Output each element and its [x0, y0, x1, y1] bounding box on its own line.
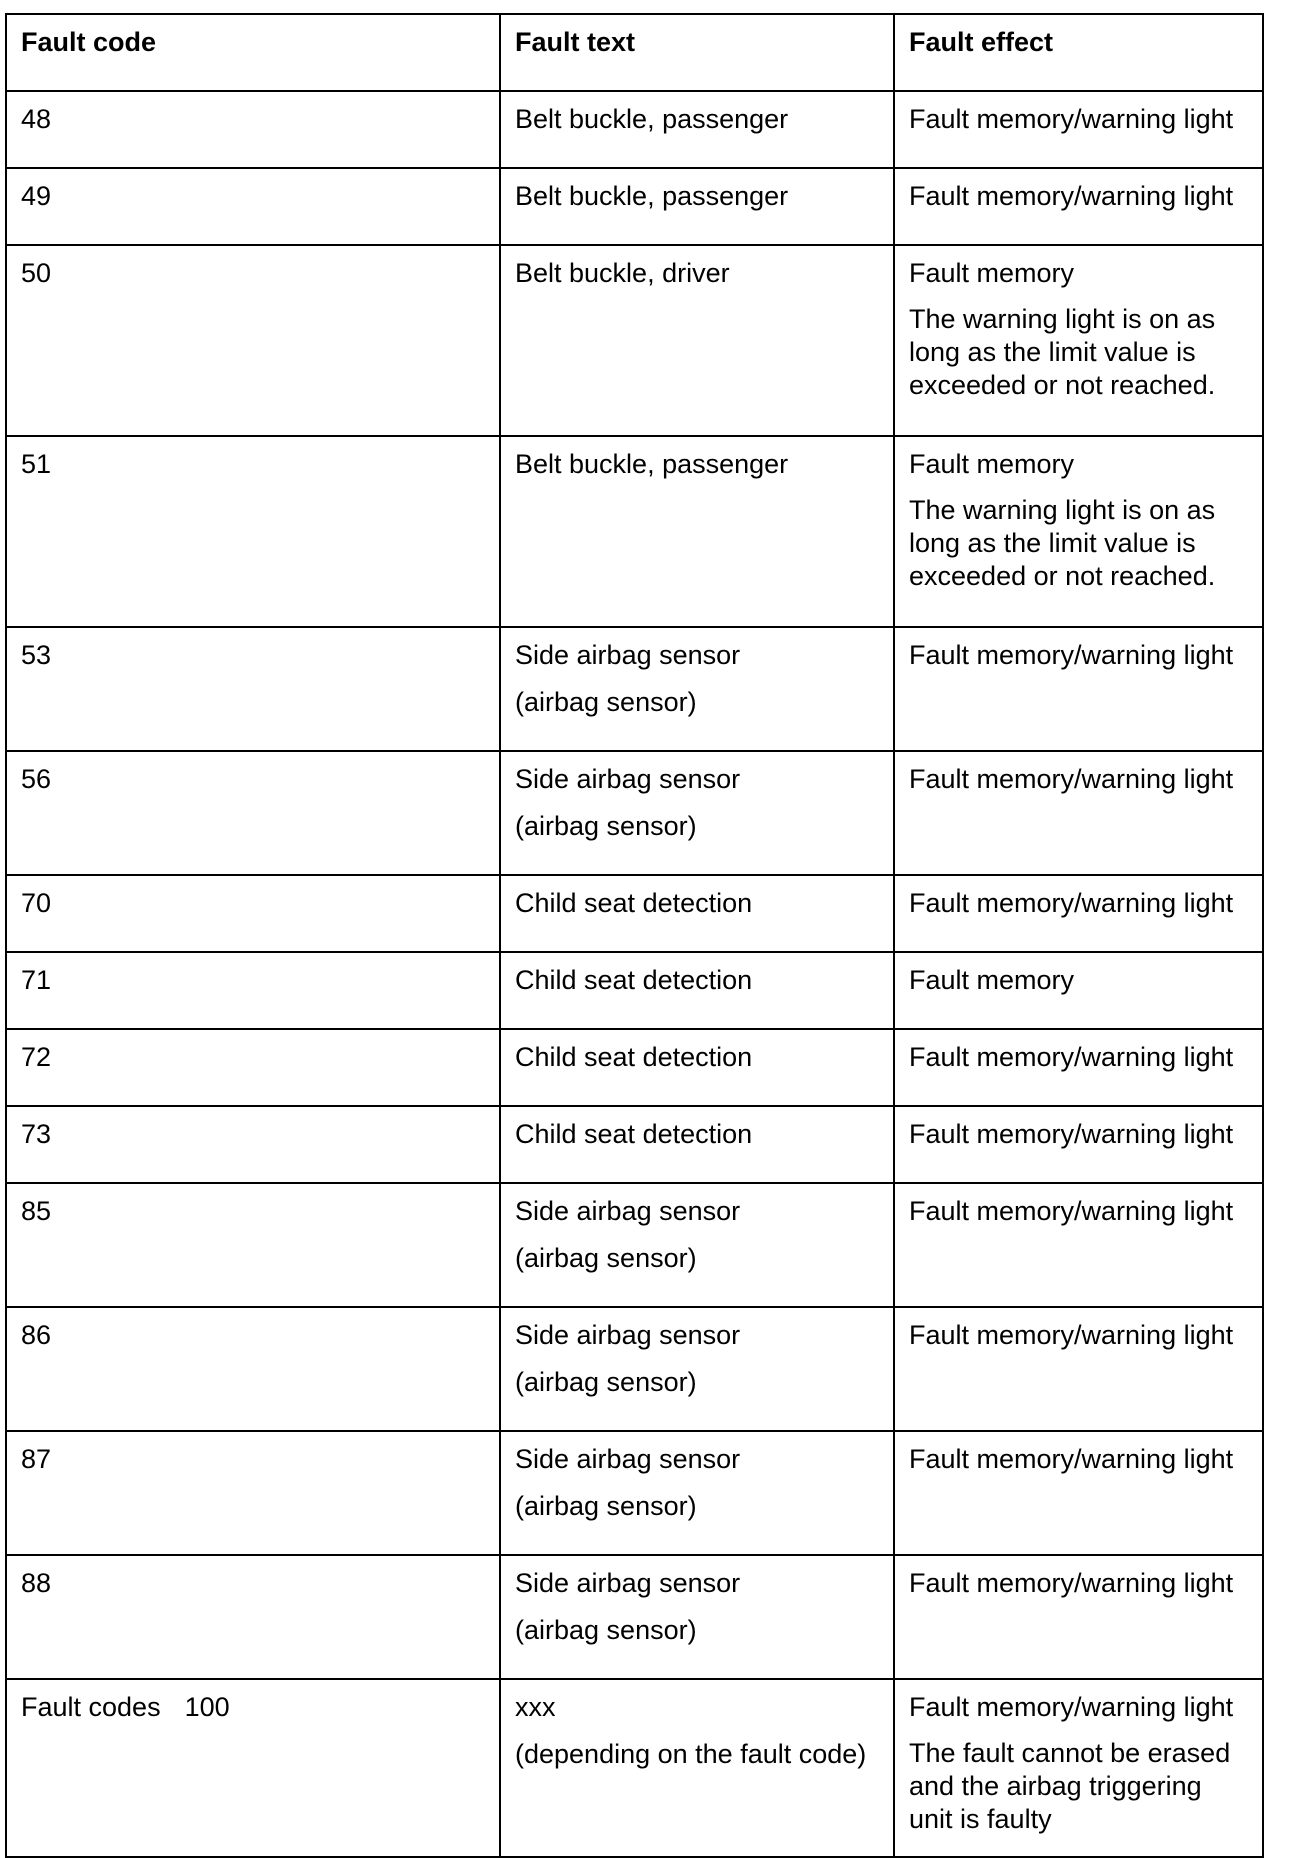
header-fault-effect: Fault effect: [894, 14, 1263, 91]
fault-effect-cell: [894, 875, 1263, 952]
table-row: [6, 1679, 1263, 1857]
fault-code-cell: 48: [6, 91, 500, 168]
fault-effect-note: The fault cannot be erased and the airbag triggering unit is faulty: [909, 1738, 1231, 1834]
fault-effect-cell: [894, 168, 1263, 245]
fault-effect-cell: [894, 1106, 1263, 1183]
fault-text-cell: [500, 1106, 894, 1183]
fault-code-cell: [6, 1679, 500, 1857]
fault-effect-cell: [894, 1431, 1263, 1555]
fault-text-line: Side airbag sensor: [515, 1568, 741, 1598]
fault-text-line: Child seat detection: [515, 965, 753, 995]
fault-effect-cell: [894, 627, 1263, 751]
fault-text-cell: [500, 1183, 894, 1307]
fault-effect: Fault memory/warning light: [909, 1692, 1234, 1722]
table-row: [6, 436, 1263, 627]
table-header: [6, 14, 1263, 91]
fault-effect-note: The warning light is on as long as the limit value is exceeded or not reached.: [909, 495, 1216, 591]
table-row: [6, 627, 1263, 751]
fault-text-line: Side airbag sensor: [515, 1444, 741, 1474]
table-row: [6, 751, 1263, 875]
fault-text-line: (airbag sensor): [515, 1491, 697, 1521]
fault-text-cell: [500, 875, 894, 952]
fault-effect: Fault memory/warning light: [909, 1320, 1234, 1350]
header-fault-text: Fault text: [500, 14, 894, 91]
fault-code-cell: 85: [6, 1183, 500, 1307]
fault-text-cell: [500, 1029, 894, 1106]
fault-text-line: Child seat detection: [515, 1119, 753, 1149]
fault-text-line: Child seat detection: [515, 888, 753, 918]
fault-text-line: Child seat detection: [515, 1042, 753, 1072]
fault-text-line: Belt buckle, passenger: [515, 181, 789, 211]
table-row: [6, 91, 1263, 168]
table-row: [6, 875, 1263, 952]
fault-effect: Fault memory/warning light: [909, 764, 1234, 794]
fault-text-line: (airbag sensor): [515, 1243, 697, 1273]
fault-text-cell: [500, 168, 894, 245]
fault-text-cell: [500, 1307, 894, 1431]
fault-code-cell: 56: [6, 751, 500, 875]
fault-code-table: [5, 13, 1264, 1858]
fault-text-cell: [500, 952, 894, 1029]
table-row: [6, 245, 1263, 436]
fault-code-cell: 72: [6, 1029, 500, 1106]
fault-effect: Fault memory/warning light: [909, 888, 1234, 918]
fault-text-cell: [500, 1679, 894, 1857]
fault-effect-cell: [894, 1679, 1263, 1857]
fault-effect: Fault memory: [909, 965, 1075, 995]
fault-text-cell: [500, 1431, 894, 1555]
fault-text-cell: [500, 436, 894, 627]
fault-text-line: Side airbag sensor: [515, 1320, 741, 1350]
fault-text-line: (airbag sensor): [515, 1615, 697, 1645]
fault-text-line: Side airbag sensor: [515, 764, 741, 794]
fault-text-cell: [500, 1555, 894, 1679]
fault-effect: Fault memory/warning light: [909, 1568, 1234, 1598]
fault-effect-cell: [894, 436, 1263, 627]
fault-code-cell: 70: [6, 875, 500, 952]
fault-effect-cell: [894, 1307, 1263, 1431]
fault-effect: Fault memory/warning light: [909, 104, 1234, 134]
fault-effect-cell: [894, 751, 1263, 875]
fault-code-cell: 50: [6, 245, 500, 436]
fault-effect: Fault memory/warning light: [909, 181, 1234, 211]
fault-text-line: Belt buckle, passenger: [515, 104, 789, 134]
fault-code-cell: 88: [6, 1555, 500, 1679]
fault-effect: Fault memory/warning light: [909, 1119, 1234, 1149]
fault-code-cell: 87: [6, 1431, 500, 1555]
table-row: [6, 168, 1263, 245]
fault-text-cell: [500, 627, 894, 751]
table-row: [6, 952, 1263, 1029]
fault-text-line: (depending on the fault code): [515, 1739, 867, 1769]
fault-text-cell: [500, 91, 894, 168]
fault-effect: Fault memory: [909, 258, 1075, 288]
table-row: [6, 1431, 1263, 1555]
fault-effect-note: The warning light is on as long as the limit value is exceeded or not reached.: [909, 304, 1216, 400]
fault-effect: Fault memory/warning light: [909, 640, 1234, 670]
fault-text-line: Belt buckle, driver: [515, 258, 730, 288]
fault-text-cell: [500, 245, 894, 436]
table-body: [6, 91, 1263, 1857]
fault-text-line: xxx: [515, 1692, 556, 1722]
table-row: [6, 1183, 1263, 1307]
fault-effect: Fault memory/warning light: [909, 1196, 1234, 1226]
header-fault-code: Fault code: [6, 14, 500, 91]
fault-effect: Fault memory: [909, 449, 1075, 479]
fault-effect-cell: [894, 1029, 1263, 1106]
fault-effect: Fault memory/warning light: [909, 1444, 1234, 1474]
fault-code-cell: 49: [6, 168, 500, 245]
fault-effect-cell: [894, 1555, 1263, 1679]
fault-code-cell: 73: [6, 1106, 500, 1183]
fault-text-line: Side airbag sensor: [515, 640, 741, 670]
fault-effect-cell: [894, 1183, 1263, 1307]
table-row: [6, 1555, 1263, 1679]
table-row: [6, 1029, 1263, 1106]
fault-text-line: (airbag sensor): [515, 687, 697, 717]
fault-code-cell: 86: [6, 1307, 500, 1431]
fault-text-line: (airbag sensor): [515, 811, 697, 841]
fault-effect-cell: [894, 245, 1263, 436]
fault-text-line: Belt buckle, passenger: [515, 449, 789, 479]
table-row: [6, 1307, 1263, 1431]
fault-text-cell: [500, 751, 894, 875]
fault-effect-cell: [894, 91, 1263, 168]
fault-code-label: Fault codes: [21, 1692, 161, 1722]
fault-code-cell: 53: [6, 627, 500, 751]
fault-effect: Fault memory/warning light: [909, 1042, 1234, 1072]
header-row: [6, 14, 1263, 91]
fault-code-suffix: 100: [184, 1692, 230, 1722]
table-row: [6, 1106, 1263, 1183]
fault-code-cell: 51: [6, 436, 500, 627]
fault-text-line: (airbag sensor): [515, 1367, 697, 1397]
fault-code-cell: 71: [6, 952, 500, 1029]
fault-effect-cell: [894, 952, 1263, 1029]
fault-text-line: Side airbag sensor: [515, 1196, 741, 1226]
